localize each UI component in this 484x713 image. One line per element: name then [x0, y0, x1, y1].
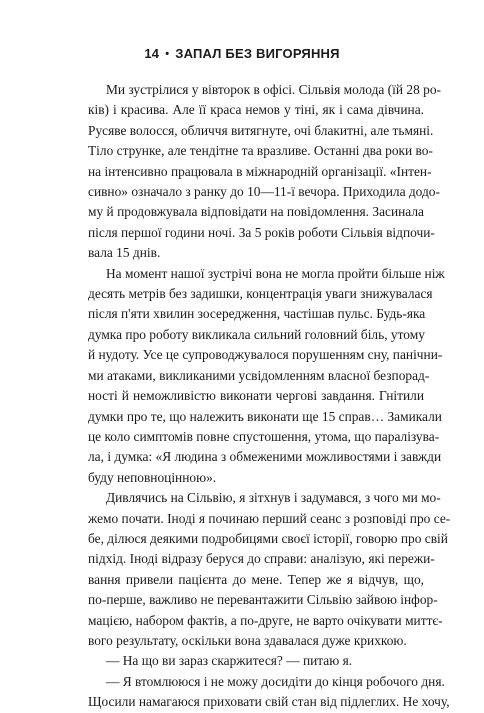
- text-line: вання привели пацієнта до мене. Тепер же я відчув, що,: [88, 571, 424, 587]
- text-line: бе, ділюся деякими подробицями своєї історії, говорю про свій: [88, 530, 448, 546]
- chapter-title: ЗАПАЛ БЕЗ ВИГОРЯННЯ: [175, 46, 340, 61]
- text-line: На момент нашої зустрічі вона не могла пройти більше ніж: [106, 265, 445, 281]
- text-line: ності й неможливістю виконати чергові завдання. Гнітили: [88, 388, 424, 404]
- text-line: Щосили намагаюся приховати свій стан від підлеглих. Не хочу,: [88, 694, 450, 710]
- text-line: вала 15 днів.: [88, 245, 161, 261]
- text-line: десять метрів без задишки, концентрація уваги знижувалася: [88, 286, 433, 302]
- text-line: по-перше, важливо не перевантажити Сільвію зайвою інфор-: [88, 592, 438, 608]
- text-line: думка про роботу викликала сильний головний біль, утому: [88, 326, 425, 342]
- body-text: [88, 80, 451, 713]
- text-line: Дивлячись на Сільвію, я зітхнув і задумався, з чого ми мо-: [106, 490, 441, 506]
- text-line: підхід. Іноді відразу беруся до справи: аналізую, які пережи-: [88, 551, 435, 567]
- text-line: — Я втомлююся і не можу досидіти до кінця робочого дня.: [106, 673, 445, 689]
- text-line: сивно» означало з ранку до 10—11-ї вечора. Приходила додо-: [88, 184, 440, 200]
- paragraph: [88, 80, 441, 264]
- page-number: 14: [144, 46, 160, 61]
- text-line: ла, і думка: «Я людина з обмеженими можливостями і завжди: [88, 449, 442, 465]
- text-line: Русяве волосся, обличчя витягнуте, очі блакитні, але тьмяні.: [88, 122, 434, 138]
- text-line: буду неповноцінною».: [88, 469, 217, 485]
- paragraph: [88, 264, 445, 488]
- paragraph: [88, 488, 451, 651]
- running-head: [0, 46, 484, 61]
- text-line: ків) і красива. Але її краса немов у тіні, як і сама дівчина.: [88, 102, 424, 118]
- paragraph: [88, 672, 450, 713]
- text-line: після п'яти хвилин зосередження, частішав пульс. Будь-яка: [88, 306, 426, 322]
- text-line: жемо почати. Іноді я починаю перший сеанс з розповіді про се-: [88, 510, 451, 526]
- bullet-separator: •: [165, 48, 170, 60]
- text-line: Тіло струнке, але тендітне та вразливе. Останні два роки во-: [88, 143, 433, 159]
- text-line: вого результату, оскільки вона здавалася дуже крихкою.: [88, 632, 407, 648]
- text-line: це коло симптомів повне спустошення, утома, що паралізува-: [88, 428, 440, 444]
- text-line: мацією, набором фактів, а по-друге, не варто очікувати миттє-: [88, 612, 443, 628]
- text-line: — На що ви зараз скаржитеся? — питаю я.: [106, 653, 353, 669]
- text-line: й нудоту. Усе це супроводжувалося порушенням сну, панічни-: [88, 347, 443, 363]
- text-line: на інтенсивно працювала в міжнародній організації. «Інтен-: [88, 163, 432, 179]
- text-line: му й продовжувала відповідати на повідомлення. Засинала: [88, 204, 424, 220]
- paragraph: [88, 651, 424, 671]
- text-line: думки про те, що належить виконати ще 15 справ… Замикали: [88, 408, 442, 424]
- text-line: Ми зустрілися у вівторок в офісі. Сільвія молода (їй 28 ро-: [106, 82, 441, 97]
- text-line: після першої години ночі. За 5 років роботи Сільвія відпочи-: [88, 224, 435, 240]
- text-line: ми атаками, викликаними усвідомленням власної безпорад-: [88, 367, 430, 383]
